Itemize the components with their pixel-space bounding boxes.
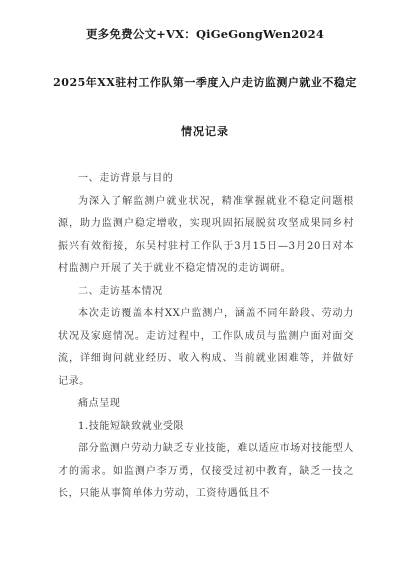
document-title-continued: 情况记录 <box>181 125 229 138</box>
document-title: 2025年XX驻村工作队第一季度入户走访监测户就业不稳定 <box>53 76 357 89</box>
subheading-skills-shortage: 1.技能短缺致就业受限 <box>78 420 185 432</box>
section-heading-pain-points: 痛点呈现 <box>78 398 121 409</box>
paragraph-skills-shortage: 部分监测户劳动力缺乏专业技能，难以适应市场对技能型人才的需求。如监测户李万勇，仅接受过初中教育，缺乏一技之长，只能从事简单体力劳动，工资待遇低且不 <box>58 443 354 499</box>
paragraph-background: 为深入了解监测户就业状况，精准掌握就业不稳定问题根源，助力监测户稳定增收，实现巩固拓展脱贫攻坚成果同乡村振兴有效衔接，东吴村驻村工作队于3月15日—3月20日对本村监测户开展了关于就业不稳定情况的走访调研。 <box>58 195 354 274</box>
section-heading-basic-info: 二、走访基本情况 <box>78 285 163 297</box>
watermark-text: 更多免费公文+VX：QiGeGongWen2024 <box>85 27 325 41</box>
section-heading-background: 一、走访背景与目的 <box>78 173 174 184</box>
paragraph-basic-info: 本次走访覆盖本村XX户监测户，涵盖不同年龄段、劳动力状况及家庭情况。走访过程中，工作队成员与监测户面对面交流，详细询问就业经历、收入构成、当前就业困难等，并做好记录。 <box>58 308 354 387</box>
document-body <box>58 168 354 506</box>
